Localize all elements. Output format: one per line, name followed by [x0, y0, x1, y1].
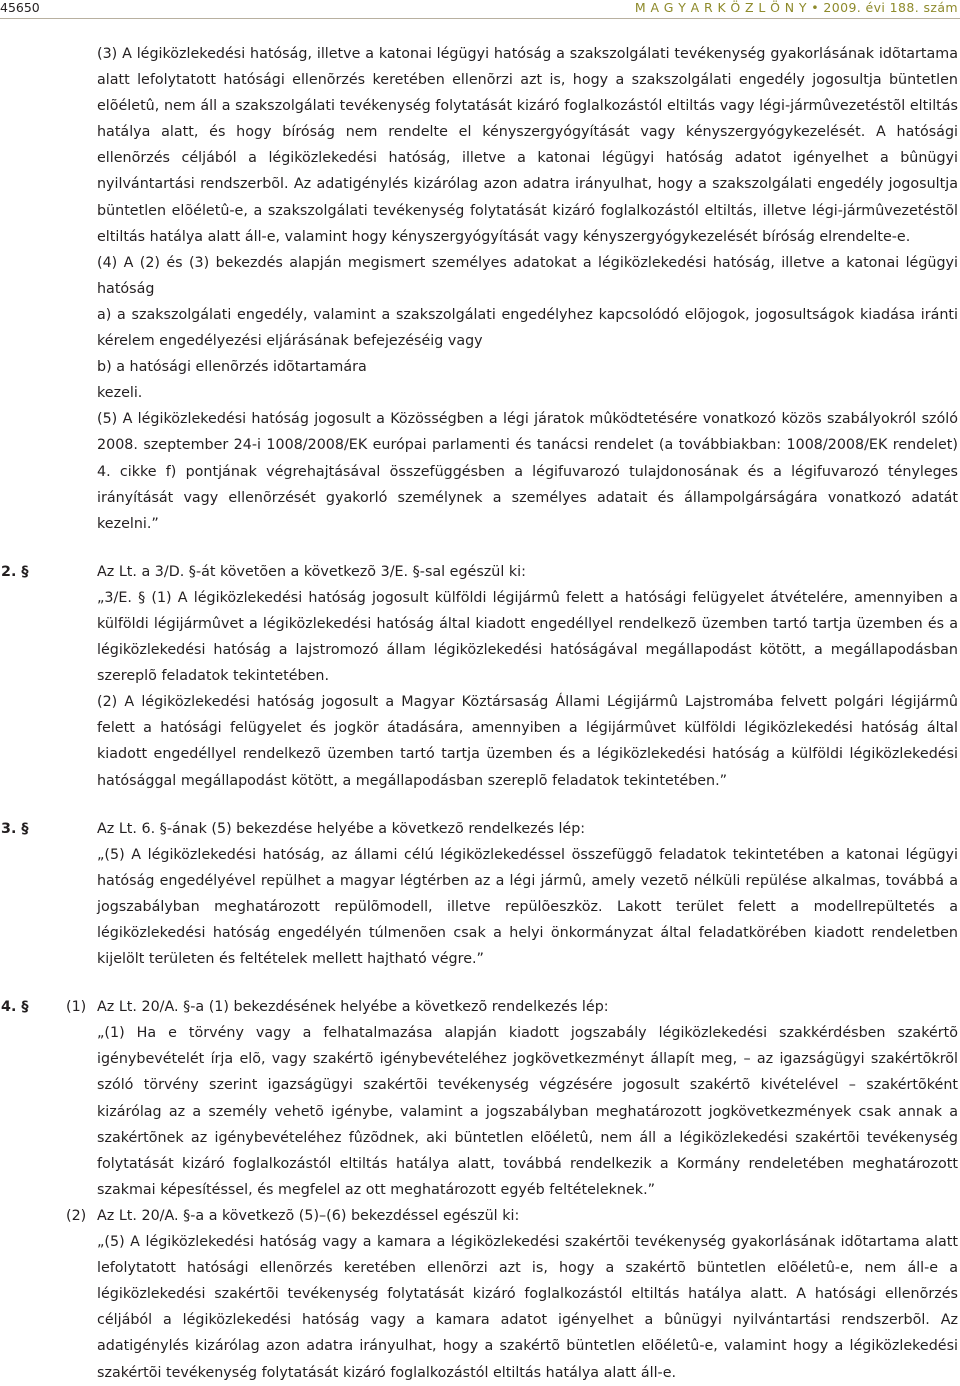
section-intro: Az Lt. 20/A. §-a a következõ (5)–(6) bekezdéssel egészül ki:	[97, 1207, 520, 1224]
section-number: 4. §	[1, 999, 29, 1016]
section-2	[1, 559, 958, 794]
subsection-number: (2)	[66, 1207, 87, 1224]
subsection-number: (1)	[66, 999, 87, 1016]
document-body	[1, 41, 958, 1386]
section-intro: Az Lt. 20/A. §-a (1) bekezdésének helyébe a következõ rendelkezés lép:	[97, 999, 609, 1016]
journal-title: M A G Y A R K Ö Z L Ö N Y • 2009. évi 188. szám	[634, 0, 958, 15]
paragraph-4-end: kezeli.	[97, 385, 143, 402]
subsection-1	[66, 994, 958, 1203]
section-number: 2. §	[1, 563, 29, 580]
section-intro: Az Lt. 6. §-ának (5) bekezdése helyébe a következõ rendelkezés lép:	[97, 820, 586, 837]
section-paragraph: „3/E. § (1) A légiközlekedési hatóság jogosult külföldi légijármû felett a hatósági felügyelet átvételére, amennyiben a külföldi légijármûvet a légiközlekedési hatóság által kiadott engedéllyel rendelkezõ üzemben tartó tartja üzemben és a légiközlekedési hatóság a lajstromozó állam légiközlekedési hatóságával megállapodást kötött, a megállapodásban szereplõ feladatok tekintetében.	[97, 589, 958, 685]
section-intro: Az Lt. a 3/D. §-át követõen a következõ 3/E. §-sal egészül ki:	[97, 563, 526, 580]
paragraph-4b: b) a hatósági ellenõrzés idõtartamára	[97, 359, 367, 376]
paragraph-5: (5) A légiközlekedési hatóság jogosult a Közösségben a légi járatok mûködtetésére vonatkozó közös szabályokról szóló 2008. szeptember 24-i 1008/2008/EK európai parlamenti és tanácsi rendelet (a továbbiakban: 1008/2008/EK rendelet) 4. cikke f) pontjának végrehajtásával összefüggésben a légifuvarozó tulajdonosának és a légifuvarozó tényleges irányítását vagy ellenõrzését gyakorló személynek a személyes adatait és állampolgárságára vonatkozó adatát kezelni.”	[97, 411, 958, 532]
section-4	[1, 994, 958, 1385]
subsection-2	[66, 1203, 958, 1386]
section-paragraph: „(1) Ha e törvény vagy a felhatalmazása alapján kiadott jogszabály légiközlekedési szakkérdésben szakértõ igénybevételét írja elõ, vagy szakértõ igénybevételéhez jogkövetkezményt állapít meg, – az igazságügyi szakértõkrõl szóló törvény szerint igazságügyi szakértõi tevékenység végzésére jogosult szakértõ kivételével – szakértõként kizárólag az a személy vehetõ igénybe, valamint a jogszabályban meghatározott jogkövetkezmények csak annak a szakértõnek az igénybevételéhez fûzõdnek, aki büntetlen elõéletû, nem áll a légiközlekedési szakértõi tevékenység folytatását kizáró foglalkozástól eltiltás hatálya alatt, továbbá rendelkezik a Kormány rendeletében meghatározott szakmai képesítéssel, és megfelel az ott meghatározott egyéb feltételeknek.”	[97, 1025, 958, 1198]
page-header	[0, 0, 960, 16]
page-number: 45650	[0, 0, 40, 15]
paragraph-3: (3) A légiközlekedési hatóság, illetve a katonai légügyi hatóság a szakszolgálati tevékenység gyakorlásának idõtartama alatt lefolytatott hatósági ellenõrzés keretében ellenõrzi azt is, hogy a szakszolgálati engedély jogosultja büntetlen elõéletû, nem áll a szakszolgálati tevékenység folytatását kizáró foglalkozástól eltiltás vagy légi-jármûvezetéstõl eltiltás hatálya alatt, és hogy bíróság nem rendelte el kényszergyógyítását vagy kényszergyógykezelését. A hatósági ellenõrzés céljából a légiközlekedési hatóság, illetve a katonai légügyi hatóság adatot igényelhet a bûnügyi nyilvántartási rendszerbõl. Az adatigénylés kizárólag azon adatra irányulhat, hogy a szakszolgálati engedély jogosultja büntetlen elõéletû-e, a szakszolgálati tevékenység folytatását kizáró foglalkozástól eltiltás, illetve légi-jármûvezetéstõl eltiltás hatálya alatt áll-e, valamint hogy kényszergyógyítását vagy kényszergyógykezelését bíróság elrendelte-e.	[97, 46, 958, 245]
section-number: 3. §	[1, 820, 29, 837]
section-paragraph: „(5) A légiközlekedési hatóság vagy a kamara a légiközlekedési szakértõi tevékenység gyakorlásának idõtartama alatt lefolytatott hatósági ellenõrzés keretében ellenõrzi azt is, hogy a szakértõ büntetlen elõéletû-e, nem áll-e a légiközlekedési szakértõi tevékenység folytatását kizáró foglalkozástól eltiltás hatálya alatt. A hatósági ellenõrzés céljából a légiközlekedési hatóság vagy a kamara adatot igényelhet a bûnügyi nyilvántartási rendszerbõl. Az adatigénylés kizárólag azon adatra irányulhat, hogy a szakértõ büntetlen elõéletû-e, valamint hogy a légiközlekedési szakértõi tevékenység folytatását kizáró foglalkozástól eltiltás hatálya alatt áll-e.	[97, 1234, 958, 1381]
paragraph-4a: a) a szakszolgálati engedély, valamint a szakszolgálati engedélyhez kapcsolódó elõjogok, jogosultságok kiadása iránti kérelem engedélyezési eljárásának befejezéséig vagy	[97, 306, 958, 350]
header-rule	[0, 18, 960, 19]
section-paragraph: „(5) A légiközlekedési hatóság, az állami célú légiközlekedéssel összefüggõ feladatok tekintetében a katonai légügyi hatóság engedélyével repülhet a magyar légtérben az a légi jármû, amely vezetõ nélküli repülése alkalmas, továbbá a jogszabályban meghatározott repülõmodell, illetve repülõeszköz. Lakott terület felett a modellrepültetés a légiközlekedési hatóság engedélyén túlmenõen csak a helyi önkormányzat által feladatkörében kiadott rendeletben kijelölt területen és feltételek mellett hajtható végre.”	[97, 846, 958, 968]
paragraph-4: (4) A (2) és (3) bekezdés alapján megismert személyes adatokat a légiközlekedési hatóság, illetve a katonai légügyi hatóság	[97, 254, 958, 297]
section-3	[1, 816, 958, 973]
section-paragraph: (2) A légiközlekedési hatóság jogosult a Magyar Köztársaság Állami Légijármû Lajstromába felvett polgári légijármû felett a hatósági felügyelet és jogkör átadására, amennyiben a légijármûvet külföldi légiközlekedési hatóság által kiadott engedéllyel rendelkezõ üzemben tartó tartja üzemben és a légiközlekedési hatóság a külföldi légiközlekedési hatósággal megállapodást kötött, a megállapodásban szereplõ feladatok tekintetében.”	[97, 694, 958, 789]
